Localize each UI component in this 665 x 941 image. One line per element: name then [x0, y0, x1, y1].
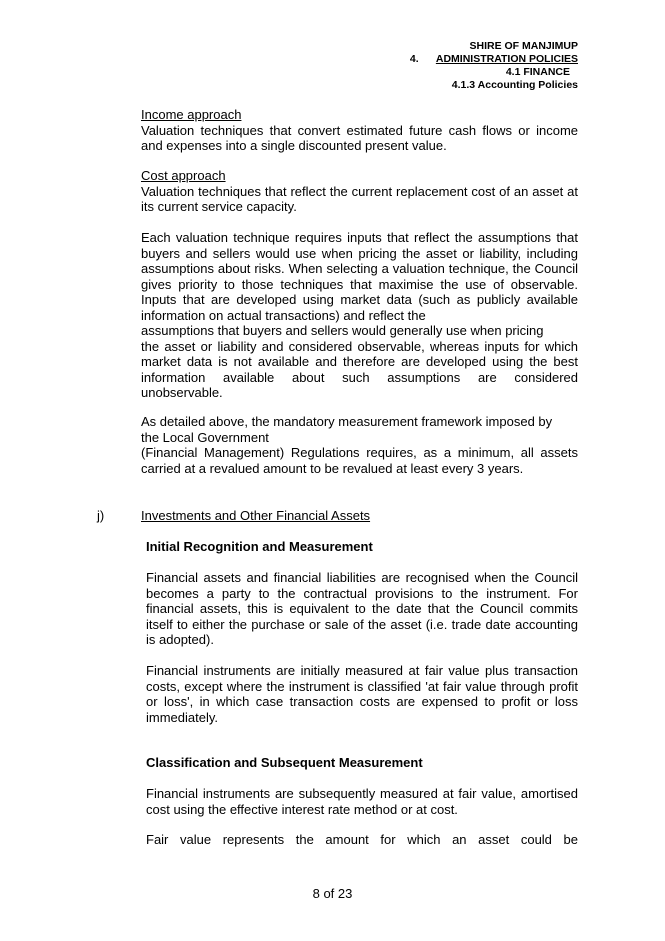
income-approach-block: [141, 107, 578, 154]
initial-recognition-heading: Initial Recognition and Measurement: [146, 539, 373, 554]
initial-para1: Financial assets and financial liabilities are recognised when the Council becomes a party to the contractual provisions to the instrument. For financial assets, this is equivalent to the date that the Council commits itself to either the purchase or sale of the asset (i.e. trade date accounting is adopted).: [146, 570, 578, 647]
header-section-title: ADMINISTRATION POLICIES: [435, 53, 578, 65]
valuation-text-part1: Each valuation technique requires inputs that reflect the assumptions that buyers and sellers would use when pricing the asset or liability, including assumptions about risks. When selecting a valuation technique, the Council gives priority to those techniques that maximise the use of observable. Inputs that are developed using market data (such as publicly available information on actual transactions) and reflect the: [141, 230, 578, 323]
income-approach-text: Valuation techniques that convert estimated future cash flows or income and expenses into a single discounted present value.: [141, 122, 578, 153]
classification-para1: Financial instruments are subsequently measured at fair value, amortised cost using the effective interest rate method or at cost.: [146, 786, 578, 817]
header-section-num: 4.: [409, 53, 419, 65]
valuation-text-line: assumptions that buyers and sellers would generally use when pricing: [141, 323, 544, 338]
cost-approach-text: Valuation techniques that reflect the current replacement cost of an asset at its current service capacity.: [141, 183, 578, 214]
classification-para2: Fair value represents the amount for which an asset could be: [146, 832, 578, 847]
framework-line2: (Financial Management) Regulations requires, as a minimum, all assets carried at a revalued amount to be revalued at least every 3 years.: [141, 445, 578, 476]
income-approach-heading: Income approach: [141, 107, 242, 122]
valuation-paragraph: [141, 230, 578, 401]
initial-para2: Financial instruments are initially measured at fair value plus transaction costs, except where the instrument is classified 'at fair value through profit or loss', in which case transaction costs are expensed to profit or loss immediately.: [146, 663, 578, 725]
classification-heading: Classification and Subsequent Measurement: [146, 755, 423, 770]
valuation-text-part2: the asset or liability and considered observable, whereas inputs for which market data is not available and therefore are developed using the best information available about such assumptions are considered unobservable.: [141, 338, 578, 400]
section-marker: j): [97, 508, 105, 523]
header-section: [410, 53, 578, 66]
cost-approach-heading: Cost approach: [141, 168, 226, 183]
header-org: SHIRE OF MANJIMUP: [469, 40, 578, 52]
page-header: [410, 40, 578, 92]
page-number: 8 of 23: [312, 886, 353, 901]
header-subsection: 4.1 FINANCE: [505, 66, 570, 78]
cost-approach-block: [141, 168, 578, 215]
header-subsubsection: 4.1.3 Accounting Policies: [451, 79, 578, 91]
framework-line1: As detailed above, the mandatory measurement framework imposed by the Local Government: [141, 414, 553, 445]
framework-paragraph: [141, 414, 578, 476]
section-title: Investments and Other Financial Assets: [141, 508, 371, 523]
